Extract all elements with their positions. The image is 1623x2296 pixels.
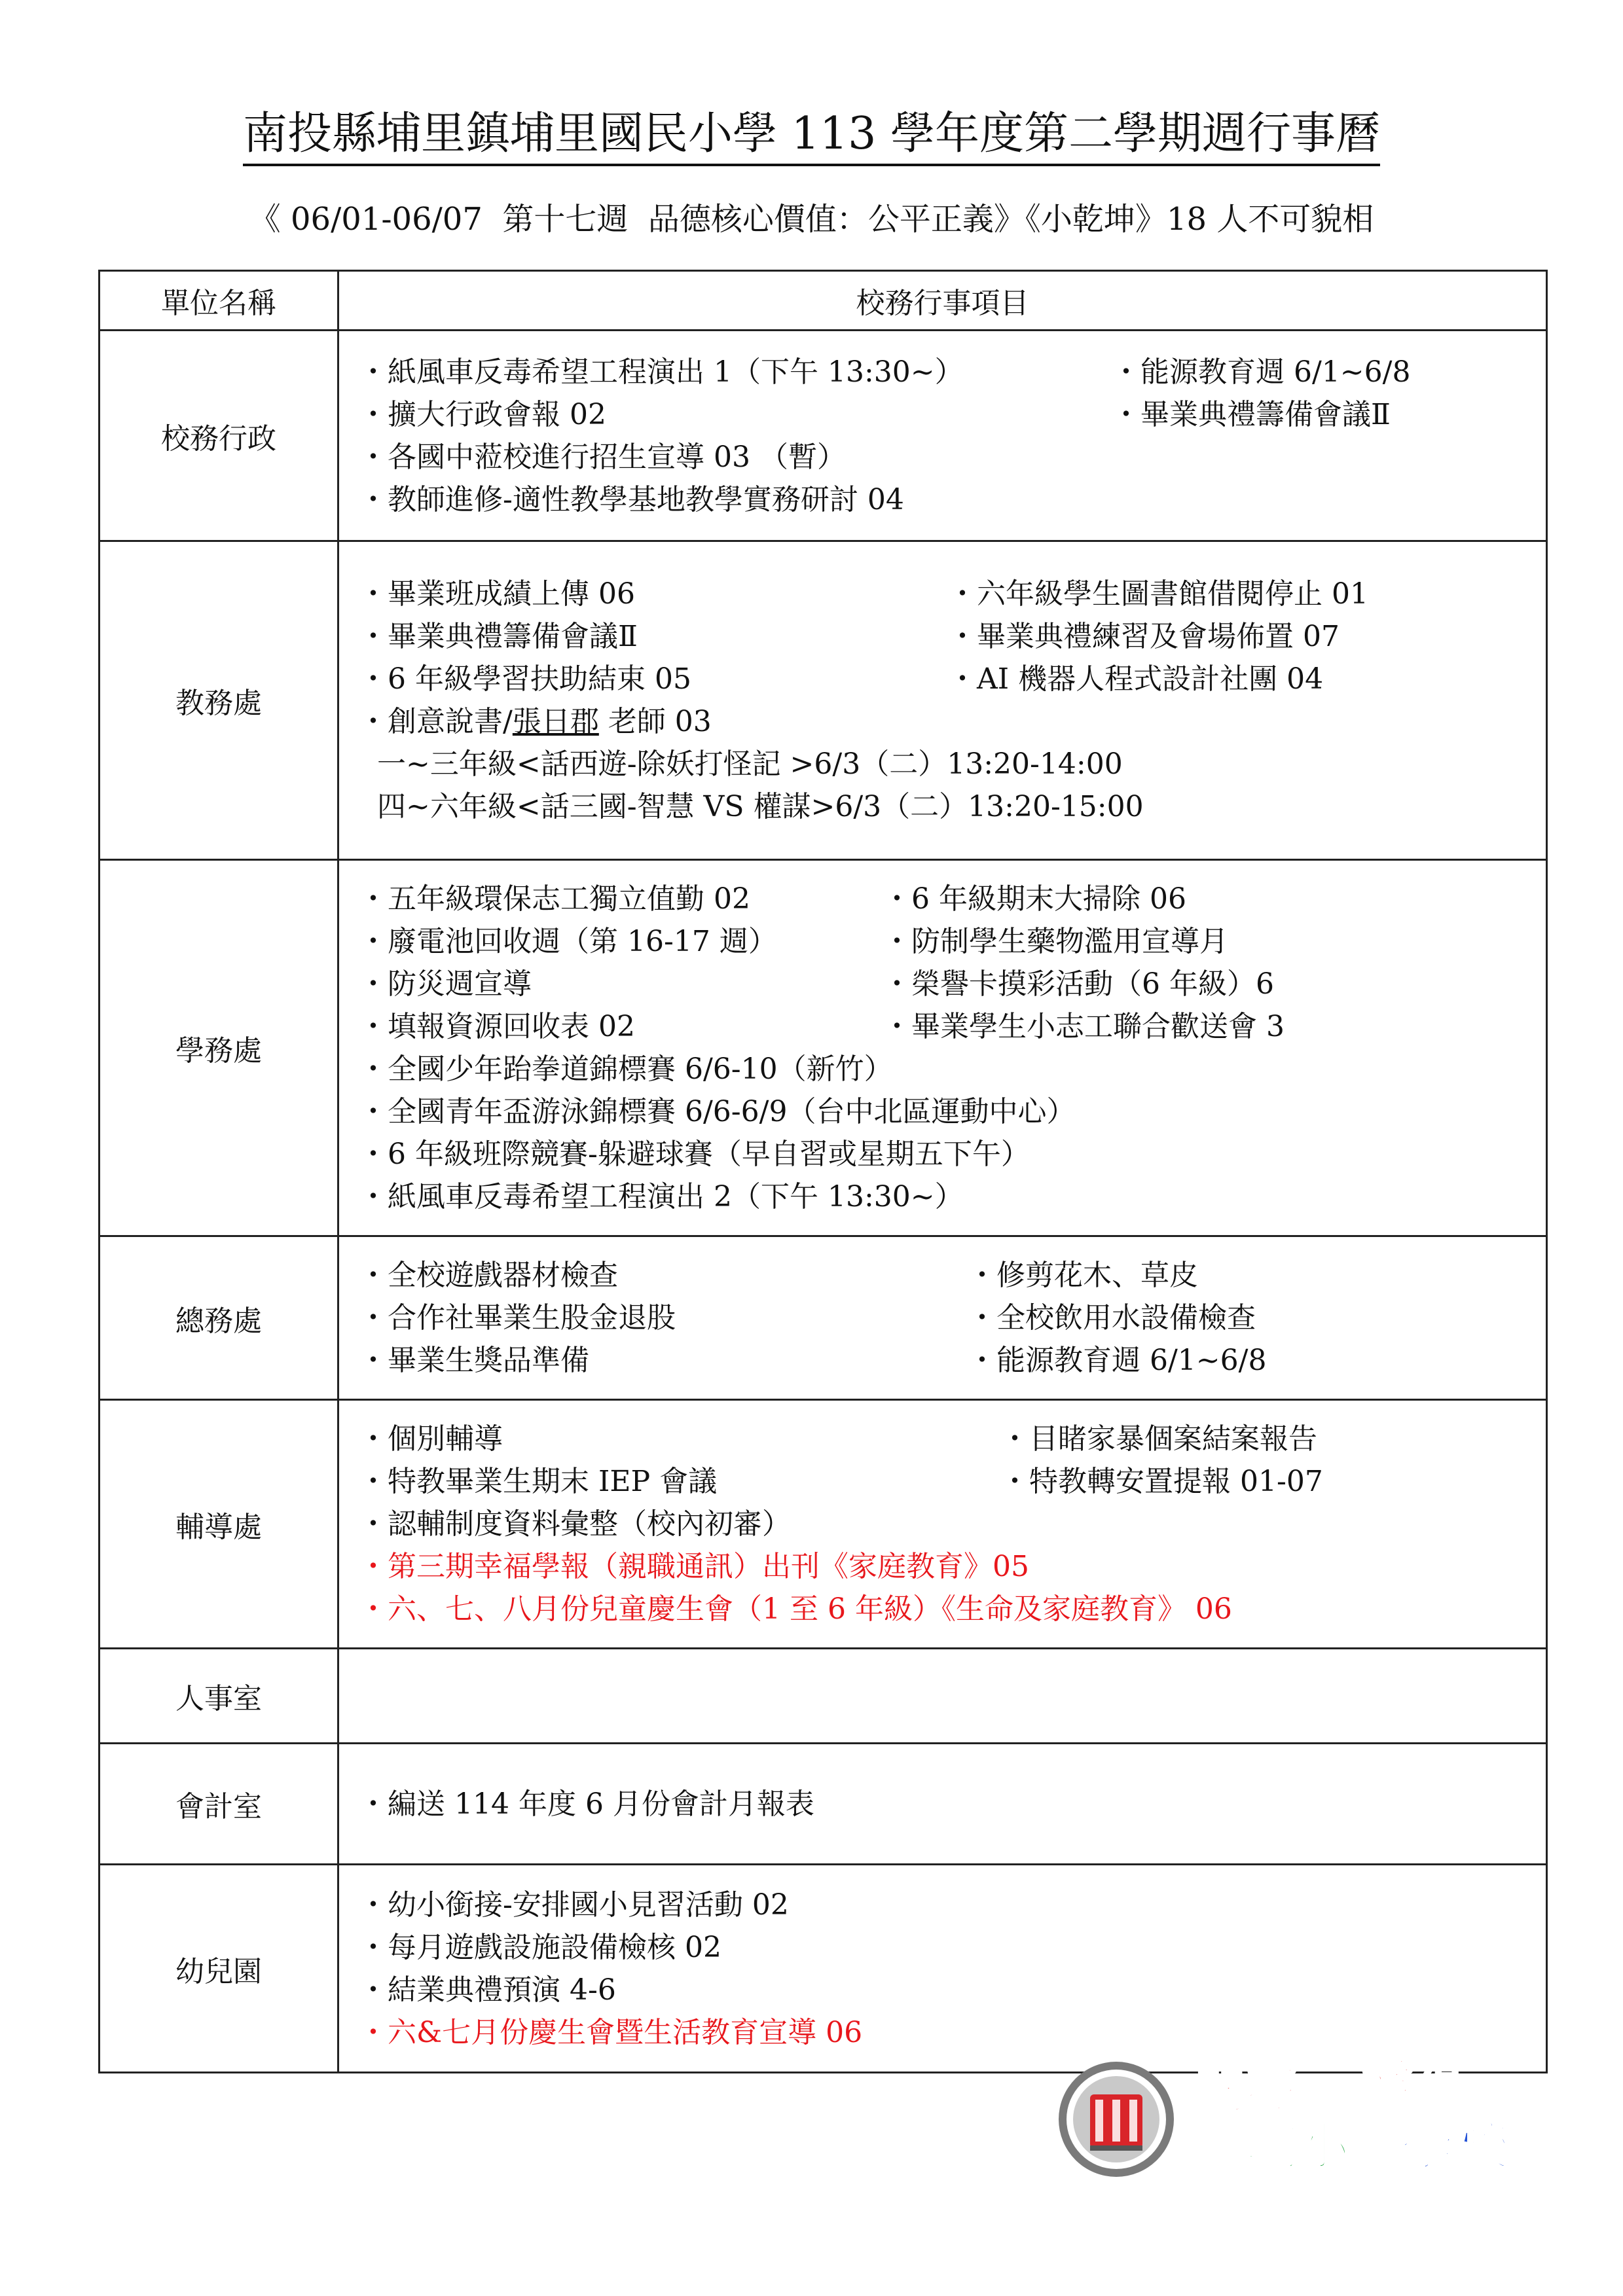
list-item (359, 1783, 1546, 1825)
unit-items (338, 541, 1547, 860)
table-header-row (100, 271, 1547, 331)
unit-items (338, 860, 1547, 1236)
list-item (359, 1588, 1546, 1630)
list-item (359, 2011, 1546, 2054)
item-text (359, 785, 1537, 828)
list-item (359, 1133, 1546, 1175)
item-text-part: ・第三期幸福學報（親職通訊）出刊《家庭教育》05 (359, 1550, 1029, 1583)
item-text (359, 1969, 1537, 2011)
item-text (359, 1460, 1000, 1503)
list-item (359, 1005, 1546, 1048)
unit-items (338, 1744, 1547, 1865)
list-item (359, 785, 1546, 828)
item-text-right: ・畢業學生小志工聯合歡送會 3 (883, 1010, 1285, 1043)
page-title (0, 105, 1623, 164)
item-text-right: ・六年級學生圖書館借閱停止 01 (948, 577, 1368, 611)
list-item (359, 1090, 1546, 1133)
list-item (359, 1926, 1546, 1969)
item-text (359, 615, 948, 658)
item-text-part: ・特教畢業生期末 IEP 會議 (359, 1465, 718, 1498)
item-text-part: ・結業典禮預演 4-6 (359, 1973, 616, 2007)
item-text (359, 1503, 1537, 1545)
item-text (359, 436, 1537, 478)
list-item (359, 436, 1546, 478)
list-item (359, 1969, 1546, 2011)
item-text-part: ・6 年級班際競賽-躲避球賽（早自習或星期五下午） (359, 1138, 1030, 1171)
item-text (359, 351, 1112, 393)
item-text (359, 1005, 883, 1048)
item-text-part: ・編送 114 年度 6 月份會計月報表 (359, 1787, 814, 1821)
table-row (100, 860, 1547, 1236)
list-item (359, 1048, 1546, 1090)
item-text-right: ・全校飲用水設備檢查 (968, 1301, 1256, 1335)
item-text (359, 1297, 968, 1339)
item-text (359, 1339, 968, 1382)
header-unit: 單位名稱 (100, 271, 338, 331)
logo-text-top-right: 幸福 (1362, 2054, 1465, 2111)
list-item (359, 1545, 1546, 1588)
item-text-right: ・畢業典禮練習及會場佈置 07 (948, 620, 1340, 653)
list-item (359, 1339, 1546, 1382)
list-item (359, 351, 1546, 393)
item-text (359, 1090, 1537, 1133)
list-item (359, 700, 1546, 743)
item-text-part: ・創意說書/ (359, 705, 513, 738)
item-text-part: ・全國青年盃游泳錦標賽 6/6-6/9（台中北區運動中心） (359, 1095, 1076, 1128)
item-text-part: ・紙風車反毒希望工程演出 2（下午 13:30~） (359, 1180, 964, 1213)
unit-name: 人事室 (100, 1649, 338, 1744)
list-item (359, 1460, 1546, 1503)
unit-items (338, 1649, 1547, 1744)
list-item (359, 478, 1546, 521)
item-text-part: ・畢業班成績上傳 06 (359, 577, 635, 611)
school-logo (1054, 2054, 1525, 2185)
list-item (359, 658, 1546, 700)
list-item (359, 1175, 1546, 1218)
item-text (359, 878, 883, 920)
unit-name: 會計室 (100, 1744, 338, 1865)
item-text-part: ・全校遊戲器材檢查 (359, 1259, 618, 1292)
table-row (100, 541, 1547, 860)
item-text (359, 1884, 1537, 1926)
item-text-part: ・個別輔導 (359, 1422, 503, 1456)
list-item (359, 1254, 1546, 1297)
table-row (100, 1236, 1547, 1400)
table-row (100, 1744, 1547, 1865)
item-text-part: ・擴大行政會報 02 (359, 397, 606, 431)
item-text (359, 1133, 1537, 1175)
list-item (359, 393, 1546, 436)
item-text-part: ・六&七月份慶生會暨生活教育宣導 06 (359, 2015, 863, 2049)
table-row (100, 1649, 1547, 1744)
item-text-part: 四~六年級<話三國-智慧 VS 權謀>6/3（二）13:20-15:00 (359, 790, 1144, 823)
item-text (359, 2011, 1537, 2054)
list-item (359, 1884, 1546, 1926)
item-text (359, 1254, 968, 1297)
item-text (359, 700, 1537, 743)
item-text-part: 一~三年級<話西遊-除妖打怪記 >6/3（二）13:20-14:00 (359, 747, 1123, 781)
item-text (359, 963, 883, 1005)
item-text-part: ・6 年級學習扶助結束 05 (359, 662, 691, 696)
item-text-part: ・畢業典禮籌備會議Ⅱ (359, 620, 638, 653)
weekly-calendar-table (98, 270, 1548, 2073)
logo-text-bottom-right: 學校 (1401, 2115, 1509, 2177)
item-text (359, 393, 1112, 436)
list-item (359, 878, 1546, 920)
item-text (359, 920, 883, 963)
item-text (359, 1418, 1000, 1460)
item-text-part: ・畢業生獎品準備 (359, 1344, 589, 1377)
item-text-part: ・認輔制度資料彙整（校內初審） (359, 1507, 791, 1541)
title-text: 南投縣埔里鎮埔里國民小學 113 學年度第二學期週行事曆 (243, 108, 1380, 166)
table-row (100, 1865, 1547, 2073)
item-text (359, 658, 948, 700)
unit-name: 教務處 (100, 541, 338, 860)
item-text-part: ・每月遊戲設施設備檢核 02 (359, 1930, 721, 1964)
unit-name: 學務處 (100, 860, 338, 1236)
unit-name: 總務處 (100, 1236, 338, 1400)
item-text-right: ・6 年級期末大掃除 06 (883, 882, 1186, 916)
list-item (359, 615, 1546, 658)
header-items: 校務行事項目 (338, 271, 1547, 331)
unit-name: 輔導處 (100, 1400, 338, 1649)
subtitle: 《 06/01-06/07 第十七週 品德核心價值：公平正義》《小乾坤》18 人不可貌相 (249, 201, 1374, 238)
unit-name: 幼兒園 (100, 1865, 338, 2073)
logo-emblem-icon (1059, 2062, 1174, 2177)
unit-items (338, 1236, 1547, 1400)
item-text-right: ・防制學生藥物濫用宣導月 (883, 925, 1228, 958)
item-text-part: ・合作社畢業生股金退股 (359, 1301, 676, 1335)
logo-text-top-left: 閱亮 (1195, 2061, 1298, 2120)
item-text-part: ・幼小銜接-安排國小見習活動 02 (359, 1888, 789, 1922)
list-item (359, 963, 1546, 1005)
list-item (359, 1297, 1546, 1339)
unit-items (338, 1400, 1547, 1649)
item-text (359, 573, 948, 615)
list-item (359, 1418, 1546, 1460)
item-text-right: ・能源教育週 6/1~6/8 (1112, 355, 1411, 389)
item-text-right: ・特教轉安置提報 01-07 (1000, 1465, 1323, 1498)
item-text (359, 1783, 1537, 1825)
item-text (359, 1545, 1537, 1588)
item-text-part: ・六、七、八月份兒童慶生會（1 至 6 年級）《生命及家庭教育》 06 (359, 1592, 1232, 1626)
list-item (359, 920, 1546, 963)
item-text-right: ・修剪花木、草皮 (968, 1259, 1198, 1292)
item-text-right: ・AI 機器人程式設計社團 04 (948, 662, 1324, 696)
item-text-right: ・能源教育週 6/1~6/8 (968, 1344, 1267, 1377)
item-text (359, 1926, 1537, 1969)
item-text-part: ・各國中蒞校進行招生宣導 03 （暫） (359, 440, 846, 474)
item-text-part: ・五年級環保志工獨立值勤 02 (359, 882, 750, 916)
list-item (359, 743, 1546, 785)
item-text-part: ・教師進修-適性教學基地教學實務研討 04 (359, 482, 904, 516)
item-text (359, 1048, 1537, 1090)
list-item (359, 573, 1546, 615)
logo-text-bottom-left: 埔小 (1247, 2117, 1350, 2176)
item-text-part: ・廢電池回收週（第 16-17 週） (359, 925, 777, 958)
unit-items (338, 1865, 1547, 2073)
item-text (359, 743, 1537, 785)
table-row (100, 1400, 1547, 1649)
item-text-part: ・紙風車反毒希望工程演出 1（下午 13:30~） (359, 355, 964, 389)
item-text (359, 1588, 1537, 1630)
item-text (359, 478, 1537, 521)
unit-name: 校務行政 (100, 331, 338, 541)
item-text-part: ・防災週宣導 (359, 967, 532, 1001)
unit-items (338, 331, 1547, 541)
item-text-right: ・畢業典禮籌備會議Ⅱ (1112, 397, 1391, 431)
item-text-suffix: 老師 03 (598, 705, 712, 738)
list-item (359, 1503, 1546, 1545)
item-text-right: ・目睹家暴個案結案報告 (1000, 1422, 1317, 1456)
item-text-part: ・填報資源回收表 02 (359, 1010, 635, 1043)
item-text (359, 1175, 1537, 1218)
teacher-name: 張日郡 (512, 705, 599, 738)
item-text-part: ・全國少年跆拳道錦標賽 6/6-10（新竹） (359, 1052, 893, 1086)
table-row (100, 331, 1547, 541)
item-text-right: ・榮譽卡摸彩活動（6 年級）6 (883, 967, 1274, 1001)
